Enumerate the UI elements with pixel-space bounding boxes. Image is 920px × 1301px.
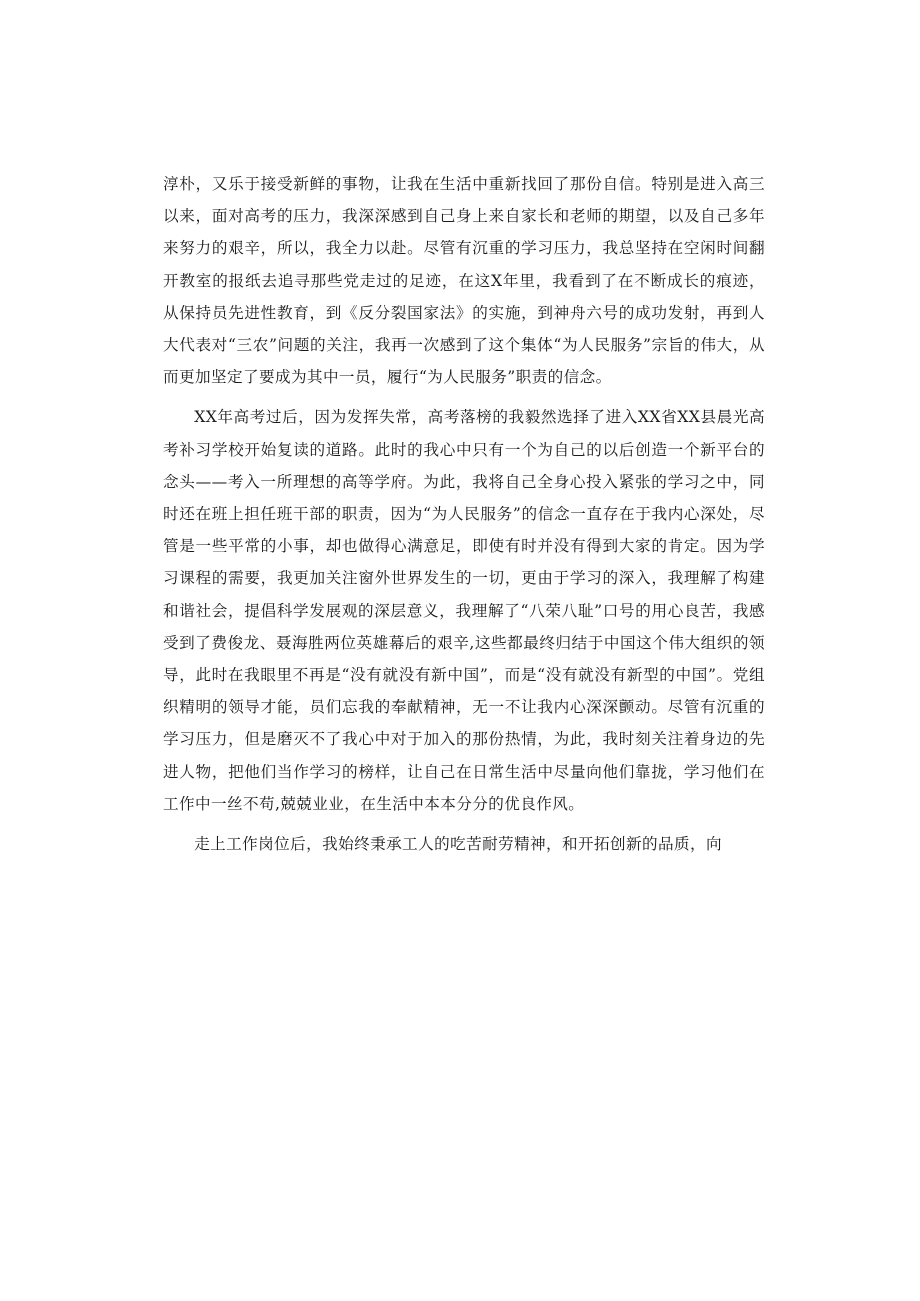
paragraph-1: 淳朴，又乐于接受新鲜的事物，让我在生活中重新找回了那份自信。特别是进入高三以来，面对高考的压力，我深深感到自己身上来自家长和老师的期望，以及自己多年来努力的艰辛，所以，我全力以赴。尽管有沉重的学习压力，我总坚持在空闲时间翻开教室的报纸去追寻那些党走过的足迹，在这X年里，我看到了在不断成长的痕迹，从保持员先进性教育，到《反分裂国家法》的实施，到神舟六号的成功发射，再到人大代表对“三农”问题的关注，我再一次感到了这个集体“为人民服务”宗旨的伟大，从而更加坚定了要成为其中一员，履行“为人民服务”职责的信念。 (163, 175, 765, 387)
paragraph-3: 走上工作岗位后，我始终秉承工人的吃苦耐劳精神，和开拓创新的品质，向 (194, 835, 722, 854)
document-body (163, 168, 765, 860)
paragraph-2: XX年高考过后，因为发挥失常，高考落榜的我毅然选择了进入XX省XX县晨光高考补习学校开始复读的道路。此时的我心中只有一个为自己的以后创造一个新平台的念头——考入一所理想的高等学府。为此，我将自己全身心投入紧张的学习之中，同时还在班上担任班干部的职责，因为“为人民服务”的信念一直存在于我内心深处，尽管是一些平常的小事，却也做得心满意足，即使有时并没有得到大家的肯定。因为学习课程的需要，我更加关注窗外世界发生的一切，更由于学习的深入，我理解了构建和谐社会，提倡科学发展观的深层意义，我理解了“八荣八耻”口号的用心良苦，我感受到了费俊龙、聂海胜两位英雄幕后的艰辛,这些都最终归结于中国这个伟大组织的领导，此时在我眼里不再是“没有就没有新中国”，而是“没有就没有新型的中国”。党组织精明的领导才能，员们忘我的奉献精神，无一不让我内心深深颤动。尽管有沉重的学习压力，但是磨灭不了我心中对于加入的那份热情，为此，我时刻关注着身边的先进人物，把他们当作学习的榜样，让自己在日常生活中尽量向他们靠拢，学习他们在工作中一丝不苟,兢兢业业，在生活中本本分分的优良作风。 (163, 408, 765, 813)
